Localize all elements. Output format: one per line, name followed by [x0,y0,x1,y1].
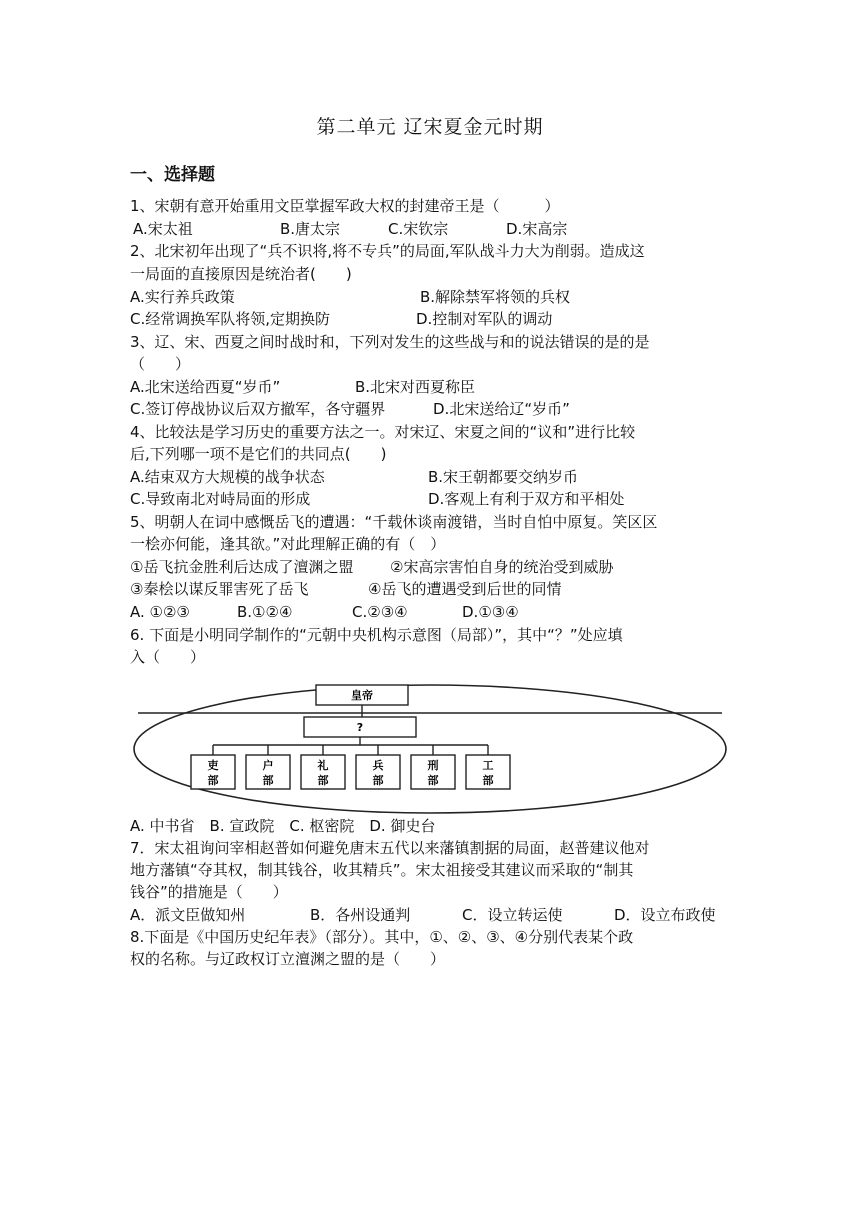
q5-option-b: B.①②④ [237,603,293,621]
department-1-char1: 吏 [207,759,219,772]
q2-option-b: B.解除禁军将领的兵权 [420,288,571,306]
q6-stem-line2: 入（ ） [130,648,206,666]
q5-option-d: D.①③④ [462,603,519,621]
q6-options: A. 中书省 B. 宣政院 C. 枢密院 D. 御史台 [130,817,436,835]
unknown-office-label: ? [356,721,364,734]
q2-stem-line2: 一局面的直接原因是统治者( ) [130,265,352,283]
q2-option-d: D.控制对军队的调动 [416,310,553,328]
q3-option-d: D.北宋送给辽“岁币” [433,400,570,418]
q3-option-b: B.北宋对西夏称臣 [355,378,476,396]
department-3-char1: 礼 [317,759,329,772]
q7-stem-line2: 地方藩镇“夺其权，制其钱谷，收其精兵”。宋太祖接受其建议而采取的“制其 [130,861,634,879]
q4-stem-line2: 后,下列哪一项不是它们的共同点( ) [130,445,387,463]
department-6-char2: 部 [482,774,494,787]
department-boxes [191,745,510,789]
q5-stem-line1: 5、明朝人在词中感慨岳飞的遭遇：“千载休谈南渡错，当时自怕中原复。笑区区 [130,513,658,531]
q8-stem-line1: 8.下面是《中国历史纪年表》（部分）。其中，①、②、③、④分别代表某个政 [130,928,634,946]
q1-option-d: D.宋高宗 [506,220,568,238]
q5-stem-line2: 一桧亦何能，逢其欲。”对此理解正确的有（ ） [130,535,446,553]
q1-option-b: B.唐太宗 [280,220,341,238]
q1-option-a: A.宋太祖 [133,220,193,238]
q5-statement-4: ④岳飞的遭遇受到后世的同情 [368,580,562,598]
page-title: 第二单元 辽宋夏金元时期 [316,116,544,138]
q5-option-a: A. ①②③ [130,603,190,621]
department-1-char2: 部 [207,774,219,787]
q2-option-a: A.实行养兵政策 [130,288,235,306]
q5-statement-3: ③秦桧以谋反罪害死了岳飞 [130,580,309,598]
q2-option-c: C.经常调换军队将领,定期换防 [130,310,331,328]
emperor-label: 皇帝 [351,689,373,702]
department-5-char2: 部 [427,774,439,787]
q4-option-c: C.导致南北对峙局面的形成 [130,490,311,508]
q3-stem-line1: 3、辽、宋、西夏之间时战时和，下列对发生的这些战与和的说法错误的是的是 [130,333,650,351]
q3-stem-line2: （ ） [130,355,191,373]
q7-stem-line1: 7．宋太祖询问宰相赵普如何避免唐末五代以来藩镇割据的局面，赵普建议他对 [130,839,650,857]
q7-option-a: A．派文臣做知州 [130,906,246,924]
q4-option-d: D.客观上有利于双方和平相处 [428,490,625,508]
q8-stem-line2: 权的名称。与辽政权订立澶渊之盟的是（ ） [130,950,446,968]
department-5-char1: 刑 [427,759,439,772]
department-2-char1: 户 [262,759,274,772]
q6-stem-line1: 6. 下面是小明同学制作的“元朝中央机构示意图（局部）”，其中“？”处应填 [130,626,623,644]
q5-option-c: C.②③④ [352,603,408,621]
yuan-central-org-diagram [130,675,730,817]
q7-option-d: D．设立布政使 [614,906,716,924]
q1-stem: 1、宋朝有意开始重用文臣掌握军政大权的封建帝王是（ ） [130,197,560,215]
q7-option-b: B．各州设通判 [310,906,411,924]
q5-statement-1: ①岳飞抗金胜利后达成了澶渊之盟 [130,558,354,576]
department-4-char1: 兵 [372,759,384,772]
diagram-ellipse [134,685,726,813]
q7-stem-line3: 钱谷”的措施是（ ） [130,883,288,901]
q2-stem-line1: 2、北宋初年出现了“兵不识将,将不专兵”的局面,军队战斗力大为削弱。造成这 [130,242,645,260]
department-6-char1: 工 [482,759,494,772]
q5-statement-2: ②宋高宗害怕自身的统治受到威胁 [390,558,614,576]
section-heading: 一、选择题 [130,165,215,185]
q3-option-a: A.北宋送给西夏“岁币” [130,378,281,396]
department-2-char2: 部 [262,774,274,787]
q1-option-c: C.宋钦宗 [388,220,449,238]
department-4-char2: 部 [372,774,384,787]
q3-option-c: C.签订停战协议后双方撤军，各守疆界 [130,400,386,418]
q4-stem-line1: 4、比较法是学习历史的重要方法之一。对宋辽、宋夏之间的“议和”进行比较 [130,423,636,441]
q4-option-a: A.结束双方大规模的战争状态 [130,468,325,486]
q7-option-c: C．设立转运使 [462,906,563,924]
department-3-char2: 部 [317,774,329,787]
q4-option-b: B.宋王朝都要交纳岁币 [428,468,579,486]
